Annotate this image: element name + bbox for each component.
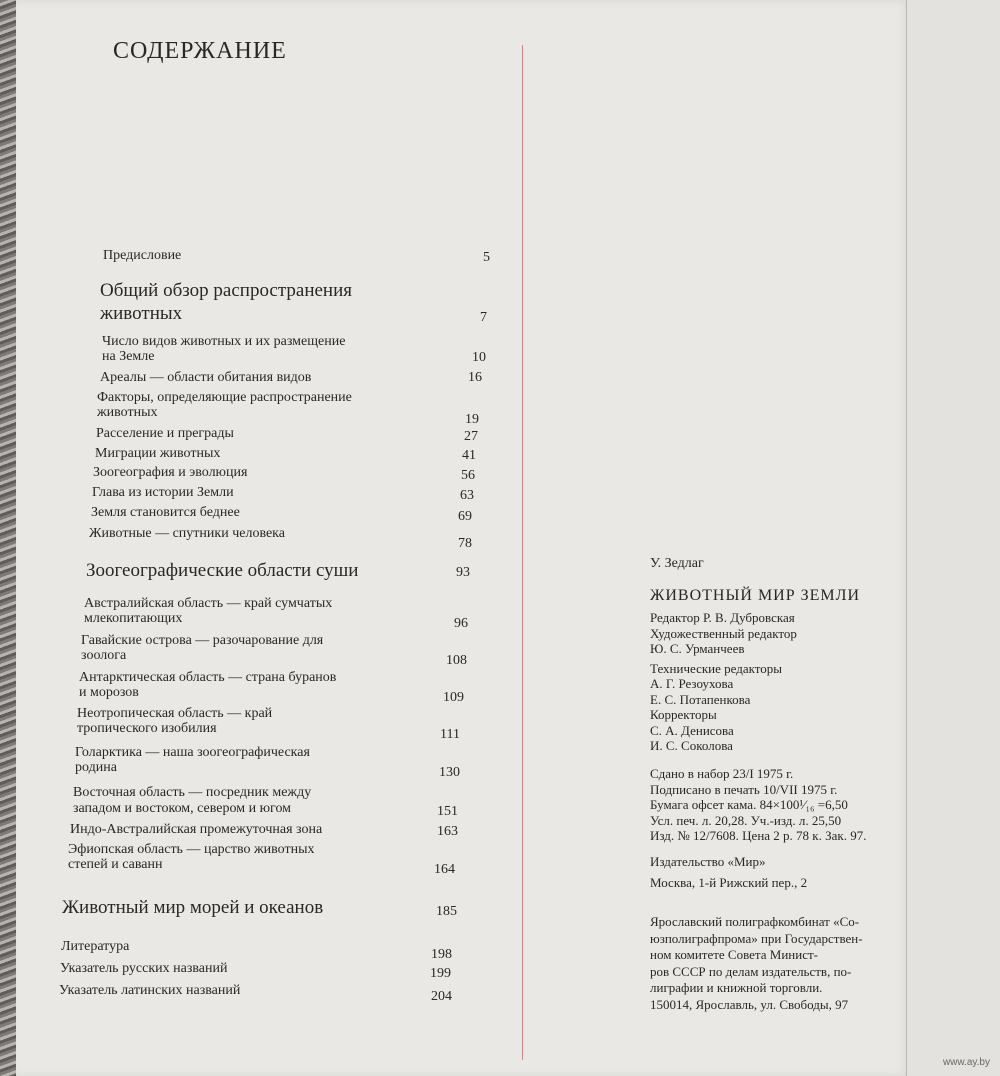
credit-line: Корректоры: [650, 707, 717, 722]
toc-entry-label: Животный мир морей и океанов: [62, 897, 324, 918]
credit-line: Редактор Р. В. Дубровская: [650, 610, 795, 625]
printer-line: 150014, Ярославль, ул. Свободы, 97: [650, 996, 849, 1012]
toc-entry-page: 164: [434, 862, 455, 877]
toc-entry-label: животных: [97, 405, 158, 420]
toc-entry-label: степей и саванн: [68, 857, 163, 872]
toc-entry-label: Общий обзор распространения: [100, 280, 353, 301]
toc-entry-label: Австралийская область — край сумчатых: [84, 596, 333, 611]
toc-entry-label: зоолога: [81, 648, 127, 663]
toc-entry-page: 10: [472, 350, 486, 365]
print-details: [650, 766, 866, 844]
credit-line: И. С. Соколова: [650, 738, 733, 753]
toc-entry-page: 7: [480, 310, 487, 325]
toc-entry-page: 163: [437, 824, 458, 839]
toc-entry-label: Зоогеография и эволюция: [93, 465, 248, 480]
toc-entry-label: Факторы, определяющие распространение: [97, 390, 352, 405]
toc-entry-label: Расселение и преграды: [96, 426, 234, 441]
print-line: Бумага офсет кама. 84×100¹⁄₁₆ =6,50: [650, 797, 848, 812]
toc-entry-label: Земля становится беднее: [91, 505, 240, 520]
printer-line: Ярославский полиграфкомбинат «Со-: [650, 914, 860, 929]
toc-entry-label: Восточная область — посредник между: [73, 785, 312, 800]
toc-entry-label: Животные — спутники человека: [89, 526, 285, 541]
toc-entry-page: 151: [437, 804, 458, 819]
toc-entry-page: 56: [461, 468, 475, 483]
print-line: Сдано в набор 23/I 1975 г.: [650, 766, 794, 781]
toc-entry-label: Глава из истории Земли: [92, 485, 234, 500]
credit-line: Технические редакторы: [650, 660, 783, 676]
toc-entry-label: Антарктическая область — страна буранов: [79, 670, 337, 685]
toc-entry-label: тропического изобилия: [77, 721, 217, 736]
credit-line: Художественный редактор: [650, 625, 797, 641]
toc-entry-page: 130: [439, 765, 460, 780]
toc-entry-label: западом и востоком, севером и югом: [73, 801, 292, 816]
toc-entry-label: Голарктика — наша зоогеографическая: [75, 745, 310, 760]
credit-line: Ю. С. Урманчеев: [650, 641, 745, 656]
toc-entry-label: Литература: [61, 939, 130, 954]
toc-entry-page: 69: [458, 509, 472, 524]
publisher-block: [650, 853, 807, 892]
publisher-line: Москва, 1-й Рижский пер., 2: [650, 875, 808, 890]
print-line: Подписано в печать 10/VII 1975 г.: [650, 781, 838, 797]
credit-line: Е. С. Потапенкова: [650, 691, 751, 707]
toc-entry-page: 185: [436, 904, 457, 919]
toc-entry-page: 41: [462, 448, 476, 463]
toc-entry-page: 199: [430, 966, 451, 981]
toc-entry-label: Эфиопская область — царство животных: [68, 842, 315, 857]
toc-entry-label: Гавайские острова — разочарование для: [81, 633, 324, 648]
toc-entry-page: 16: [468, 370, 482, 385]
toc-entry-label: Указатель русских названий: [60, 961, 228, 976]
toc-entry-page: 108: [446, 653, 467, 668]
adjacent-page: [906, 0, 1000, 1076]
toc-entry-label: млекопитающих: [84, 611, 183, 626]
printer-line: ров СССР по делам издательств, по-: [650, 963, 852, 979]
toc-entry-page: 63: [460, 488, 474, 503]
toc-entry-page: 198: [431, 947, 452, 962]
toc-entry-label: Неотропическая область — край: [77, 706, 273, 721]
toc-entry-label: Зоогеографические области суши: [86, 560, 359, 581]
credits-block: [650, 610, 797, 754]
toc-entry-label: Указатель латинских названий: [59, 983, 241, 998]
publisher-line: Издательство «Мир»: [650, 854, 766, 869]
print-line: Усл. печ. л. 20,28. Уч.-изд. л. 25,50: [650, 812, 842, 828]
printer-line: лиграфии и книжной торговли.: [650, 980, 823, 995]
toc-entry-label: Ареалы — области обитания видов: [100, 370, 312, 385]
toc-entry-label: Индо-Австралийская промежуточная зона: [70, 822, 323, 837]
print-line: Изд. № 12/7608. Цена 2 р. 78 к. Зак. 97.: [650, 828, 867, 843]
toc-entry-label: животных: [100, 303, 183, 324]
toc-entry-label: Число видов животных и их размещение: [102, 334, 346, 349]
toc-entry-page: 96: [454, 616, 468, 631]
toc-entry-page: 78: [458, 536, 472, 551]
toc-entry-label: Миграции животных: [95, 446, 221, 461]
printer-line: ном комитете Совета Минист-: [650, 947, 819, 962]
column-divider: [522, 45, 523, 1060]
toc-entry-page: 109: [443, 690, 464, 705]
printer-block: [650, 914, 863, 1013]
toc-entry-page: 27: [464, 429, 478, 444]
toc-entry-label: Предисловие: [103, 248, 182, 263]
page-title: СОДЕРЖАНИЕ: [113, 38, 287, 64]
credit-line: А. Г. Резоухова: [650, 676, 734, 691]
author-name: У. Зедлаг: [650, 556, 704, 571]
toc-entry-page: 19: [465, 412, 479, 427]
toc-entry-page: 5: [483, 250, 490, 265]
toc-entry-label: на Земле: [102, 349, 155, 364]
book-title: ЖИВОТНЫЙ МИР ЗЕМЛИ: [650, 587, 861, 604]
watermark: www.ay.by: [942, 1057, 990, 1068]
toc-entry-page: 93: [456, 565, 470, 580]
toc-entry-label: и морозов: [79, 685, 139, 700]
credit-line: С. А. Денисова: [650, 722, 734, 738]
toc-entry-page: 111: [440, 727, 460, 742]
toc-entry-label: родина: [75, 760, 117, 775]
printer-line: юзполиграфпрома» при Государствен-: [650, 930, 863, 946]
toc-entry-page: 204: [431, 989, 452, 1004]
